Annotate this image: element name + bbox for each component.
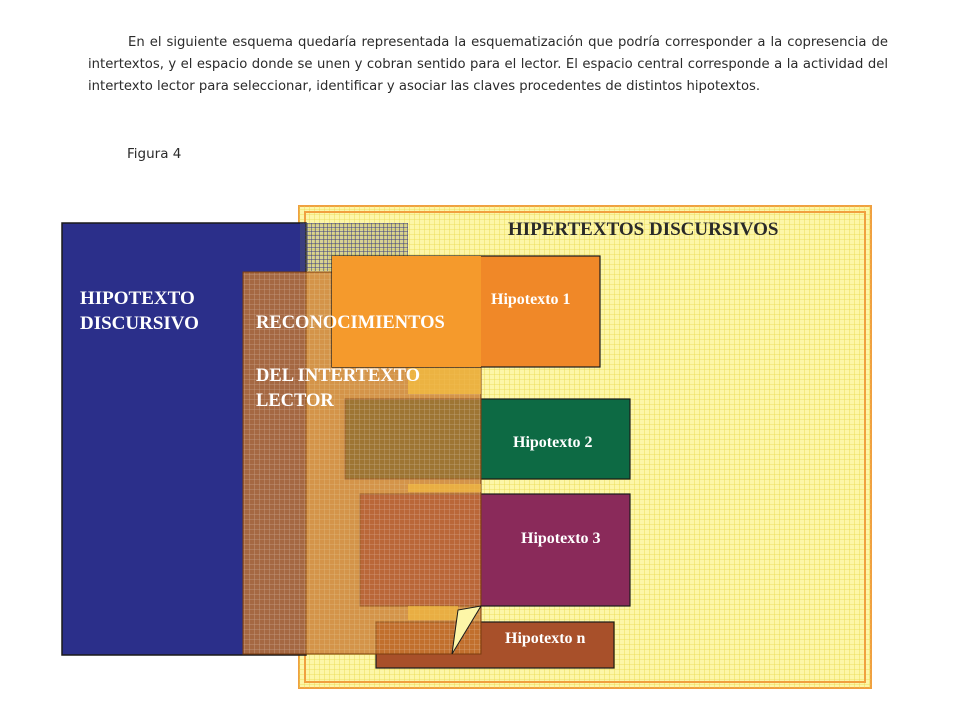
hipotexto-n-label: Hipotexto n: [505, 630, 586, 647]
hipotexto-3-label: Hipotexto 3: [521, 530, 601, 547]
figure-label: Figura 4: [127, 146, 182, 162]
intro-paragraph: En el siguiente esquema quedaría representada la esquematización que podría corresponder a la copresencia de intertextos, y el espacio donde se unen y cobran sentido para el lector. El espacio central corresponde a la actividad del intertexto lector para seleccionar, identificar y asociar las claves procedentes de distintos hipotextos.: [88, 35, 888, 94]
hipertextos-label: HIPERTEXTOS DISCURSIVOS: [508, 219, 779, 240]
hipotexto-1-label: Hipotexto 1: [491, 291, 571, 308]
intertexto-lector-label: DEL INTERTEXTO LECTOR: [256, 366, 421, 411]
reconocimientos-label: RECONOCIMIENTOS: [256, 313, 445, 333]
hipotexto-discursivo-label: HIPOTEXTO DISCURSIVO: [80, 288, 199, 334]
hipotexto-1-box: [332, 256, 600, 367]
hipotexto-2-label: Hipotexto 2: [513, 434, 593, 451]
